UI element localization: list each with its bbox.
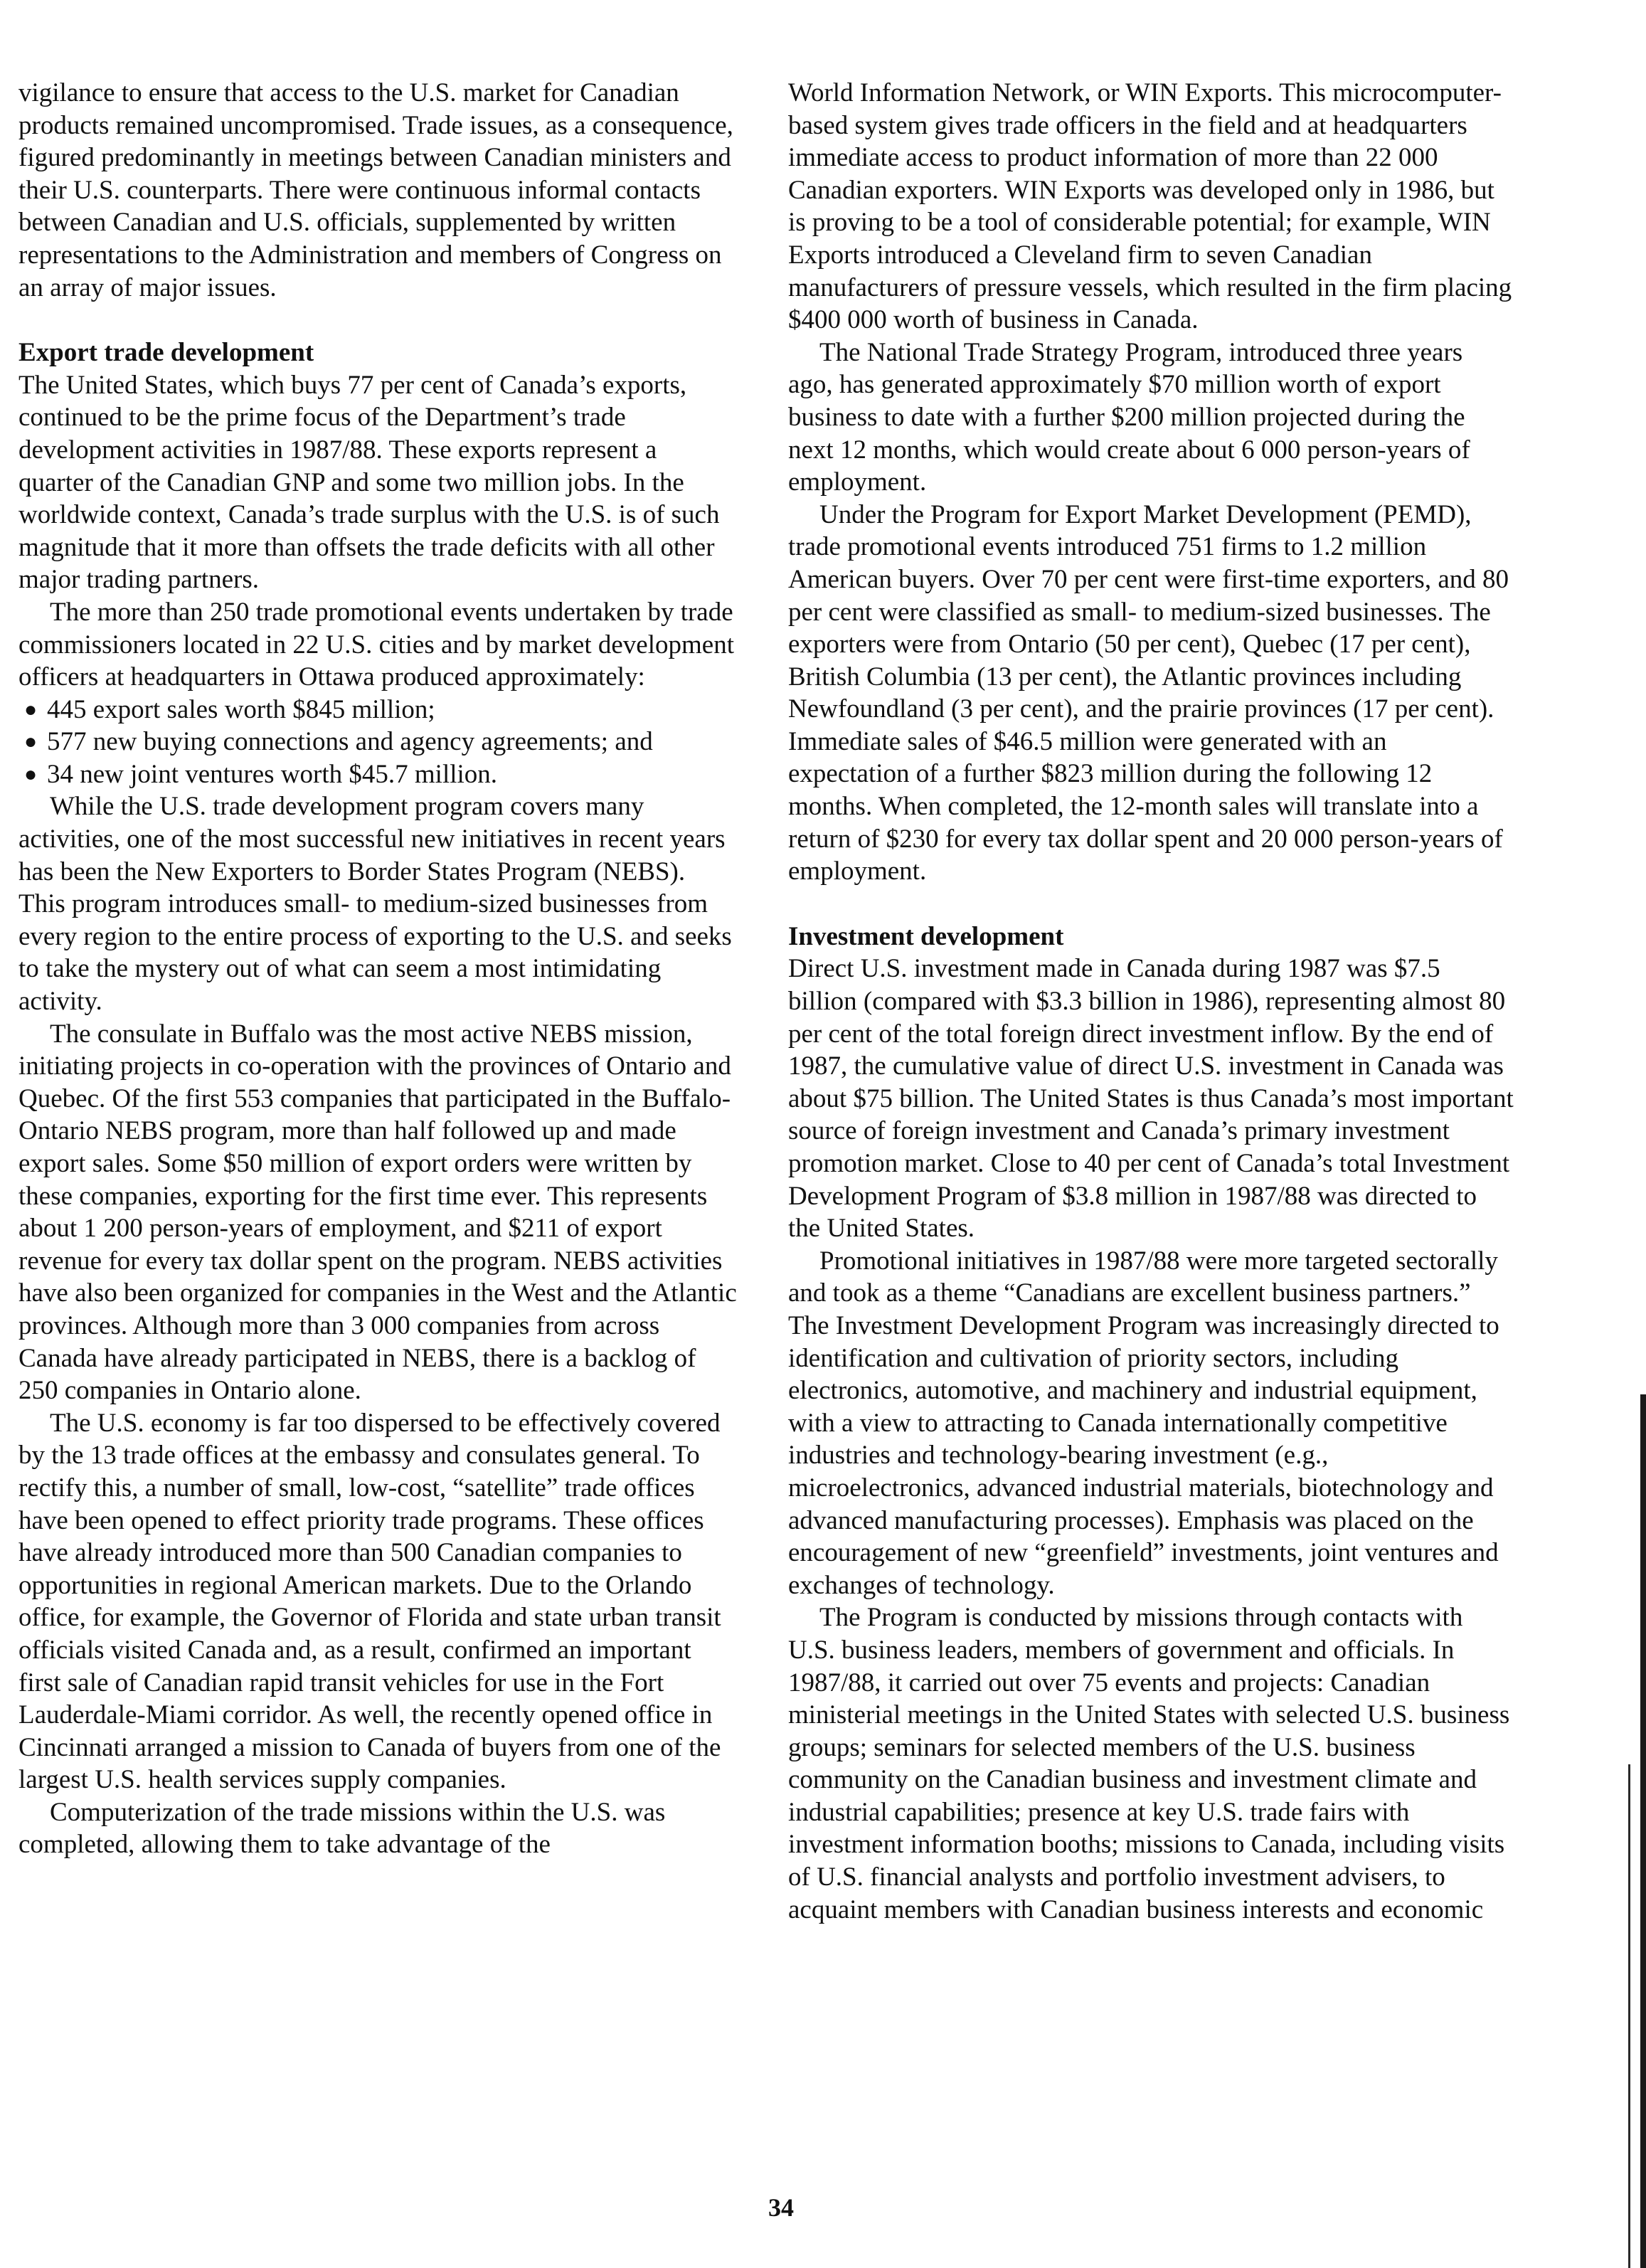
bullet-dot-icon: ● [24, 697, 38, 721]
bullet-text: 577 new buying connections and agency agreements; and [47, 727, 653, 757]
paragraph-nebs-program: While the U.S. trade development program covers many activities, one of the most successful new initiatives in recent years has been the New Exporters to Border States Program (NEBS). This program introduces small- to medium-sized businesses from every region to the entire process of exporting to the U.S. and seeks to take the mystery out of what can seem a most intimidating activity. [18, 792, 732, 1017]
results-bullet-list [18, 694, 737, 791]
scan-edge-line [1628, 1764, 1630, 2268]
heading-export-trade-development: Export trade development [18, 338, 314, 368]
page-number: 34 [768, 2193, 794, 2222]
bullet-item-buying-connections [18, 726, 737, 758]
paragraph-satellite-offices: The U.S. economy is far too dispersed to be effectively covered by the 13 trade offices at the embassy and consulates general. To rectify this, a number of small, low-cost, “satellite” trade offices have been opened to effect priority trade programs. These offices have already introduced more than 500 Canadian companies to opportunities in regional American markets. Due to the Orlando office, for example, the Governor of Florida and state urban transit officials visited Canada and, as a result, confirmed an important first sale of Canadian rapid transit vehicles for use in the Fort Lauderdale-Miami corridor. As well, the recently opened office in Cincinnati arranged a mission to Canada of buyers from one of the largest U.S. health services supply companies. [18, 1408, 721, 1795]
paragraph-national-trade-strategy: The National Trade Strategy Program, introduced three years ago, has generated approximately $70 million worth of export business to date with a further $200 million projected during the next 12 months, which would create about 6 000 person-years of employment. [788, 337, 1470, 497]
paragraph-program-missions: The Program is conducted by missions through contacts with U.S. business leaders, members of government and officials. In 1987/88, it carried out over 75 events and projects: Canadian ministerial meetings in the United States with selected U.S. business groups; seminars for selected members of the U.S. business community on the Canadian business and investment climate and industrial capabilities; presence at key U.S. trade fairs with investment information booths; missions to Canada, including visits of U.S. financial analysts and portfolio investment advisers, to acquaint members with Canadian business interests and economic [788, 1603, 1510, 1924]
paragraph-pemd: Under the Program for Export Market Development (PEMD), trade promotional events introduced 751 firms to 1.2 million American buyers. Over 70 per cent were first-time exporters, and 80 per cent were classified as small- to medium-sized businesses. The exporters were from Ontario (50 per cent), Quebec (17 per cent), British Columbia (13 per cent), the Atlantic provinces including Newfoundland (3 per cent), and the prairie provinces (17 per cent). Immediate sales of $46.5 million were generated with an expectation of a further $823 million during the following 12 months. When completed, the 12-month sales will translate into a return of $230 for every tax dollar spent and 20 000 person-years of employment. [788, 499, 1509, 886]
heading-investment-development: Investment development [788, 921, 1064, 951]
bullet-text: 445 export sales worth $845 million; [47, 694, 435, 724]
paragraph-direct-investment: Direct U.S. investment made in Canada during 1987 was $7.5 billion (compared with $3.3 billion in 1986), representing almost 80 per cent of the total foreign direct investment inflow. By the end of 1987, the cumulative value of direct U.S. investment in Canada was about $75 billion. The United States is thus Canada’s most important source of foreign investment and Canada’s primary investment promotion market. Close to 40 per cent of Canada’s total Investment Development Program of $3.8 million in 1987/88 was directed to the United States. [788, 954, 1514, 1244]
right-column [788, 77, 1514, 1926]
bullet-dot-icon: ● [24, 730, 38, 754]
bullet-item-export-sales [18, 694, 737, 726]
bullet-text: 34 new joint ventures worth $45.7 million. [47, 759, 498, 789]
paragraph-computerization: Computerization of the trade missions within the U.S. was completed, allowing them to take advantage of the [18, 1797, 666, 1860]
bullet-item-joint-ventures [18, 758, 737, 791]
paragraph-united-states-exports: The United States, which buys 77 per cent of Canada’s exports, continued to be the prime focus of the Department’s trade development activities in 1987/88. These exports represent a quarter of the Canadian GNP and some two million jobs. In the worldwide context, Canada’s trade surplus with the U.S. is of such magnitude that it more than offsets the trade deficits with all other major trading partners. [18, 370, 720, 595]
paragraph-vigilance: vigilance to ensure that access to the U.S. market for Canadian products remained uncompromised. Trade issues, as a consequence, figured predominantly in meetings between Canadian ministers and their U.S. counterparts. There were continuous informal contacts between Canadian and U.S. officials, supplemented by written representations to the Administration and members of Congress on an array of major issues. [18, 78, 733, 302]
paragraph-promotional-initiatives: Promotional initiatives in 1987/88 were more targeted sectorally and took as a theme “Canadians are excellent business partners.” The Investment Development Program was increasingly directed to identification and cultivation of priority sectors, including electronics, automotive, and machinery and industrial equipment, with a view to attracting to Canada internationally competitive industries and technology-bearing investment (e.g., microelectronics, advanced industrial materials, biotechnology and advanced manufacturing processes). Emphasis was placed on the encouragement of new “greenfield” investments, joint ventures and exchanges of technology. [788, 1246, 1499, 1600]
bullet-dot-icon: ● [24, 762, 38, 786]
scan-edge-shadow [1640, 1394, 1646, 2268]
paragraph-win-exports: World Information Network, or WIN Exports. This microcomputer-based system gives trade officers in the field and at headquarters immediate access to product information of more than 22 000 Canadian exporters. WIN Exports was developed only in 1986, but is proving to be a tool of considerable potential; for example, WIN Exports introduced a Cleveland firm to seven Canadian manufacturers of pressure vessels, which resulted in the firm placing $400 000 worth of business in Canada. [788, 78, 1512, 335]
paragraph-buffalo-consulate: The consulate in Buffalo was the most active NEBS mission, initiating projects in co-operation with the provinces of Ontario and Quebec. Of the first 553 companies that participated in the Buffalo-Ontario NEBS program, more than half followed up and made export sales. Some $50 million of export orders were written by these companies, exporting for the first time ever. This represents about 1 200 person-years of employment, and $211 of export revenue for every tax dollar spent on the program. NEBS activities have also been organized for companies in the West and the Atlantic provinces. Although more than 3 000 companies from across Canada have already participated in NEBS, there is a backlog of 250 companies in Ontario alone. [18, 1019, 737, 1406]
left-column [18, 77, 737, 1861]
paragraph-trade-promotional-events: The more than 250 trade promotional events undertaken by trade commissioners located in 22 U.S. cities and by market development officers at headquarters in Ottawa produced approximately: [18, 597, 734, 692]
